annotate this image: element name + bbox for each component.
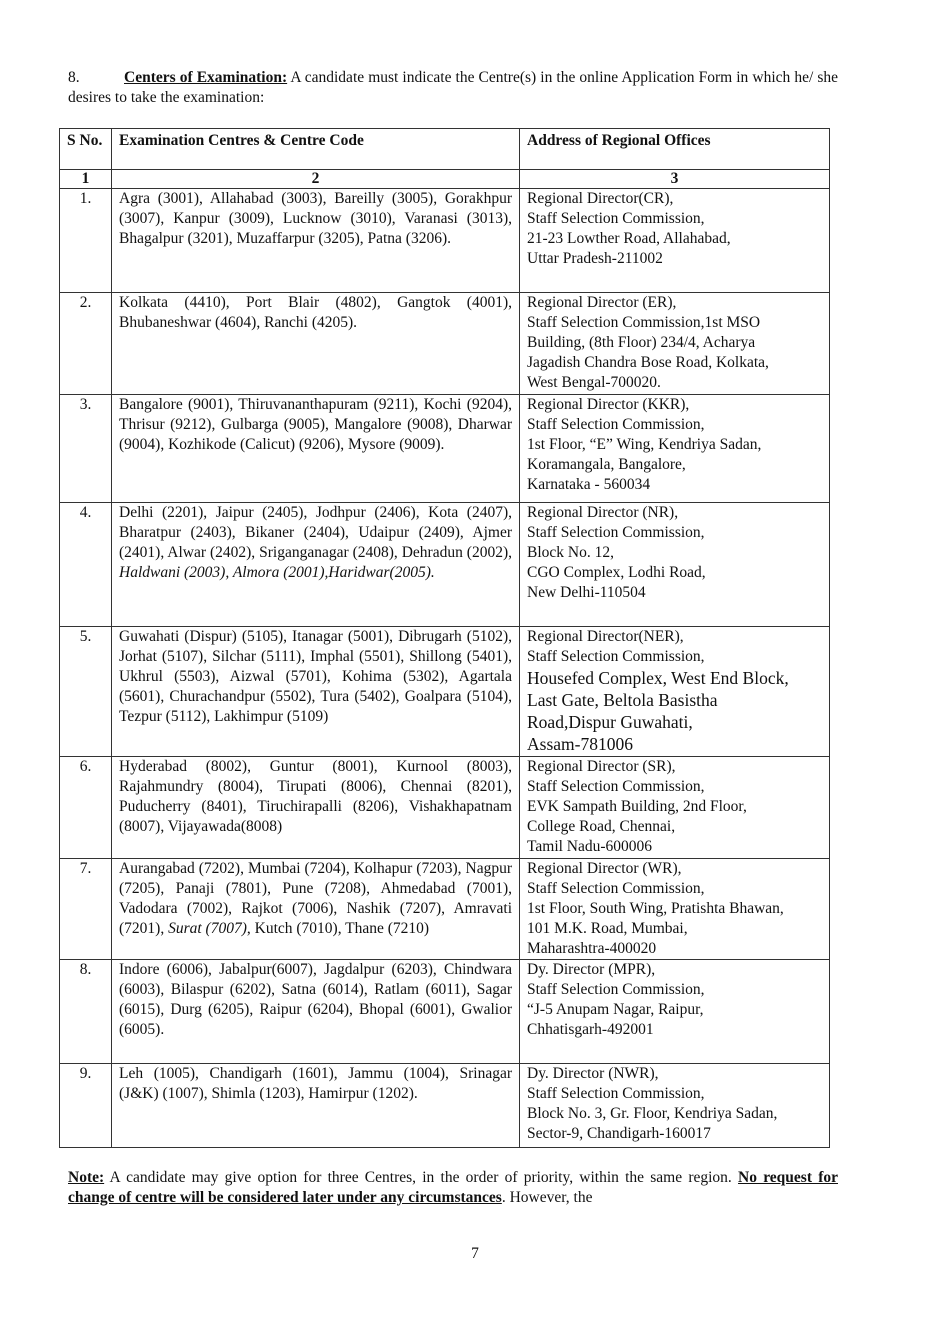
table-row [60, 395, 830, 503]
address-line: EVK Sampath Building, 2nd Floor, [527, 798, 747, 815]
address-line: Jagadish Chandra Bose Road, Kolkata, [527, 354, 769, 371]
address-line: Regional Director (NR), [527, 504, 679, 521]
address-line: Staff Selection Commission, [527, 210, 705, 227]
row-address [520, 1064, 830, 1148]
header-centres: Examination Centres & Centre Code [112, 129, 520, 170]
index-cell: 3 [520, 170, 830, 189]
centres-text: Leh (1005), Chandigarh (1601), Jammu (1004), Srinagar (J&K) (1007), Shimla (1203), Hamirpur (1202). [119, 1065, 512, 1102]
intro-paragraph [68, 68, 838, 108]
row-serial-number: 8. [60, 960, 112, 1064]
address-line: Staff Selection Commission, [527, 524, 705, 541]
row-centres [112, 960, 520, 1064]
address-line: Sector-9, Chandigarh-160017 [527, 1125, 711, 1142]
centres-text: Delhi (2201), Jaipur (2405), Jodhpur (2406), Kota (2407), Bharatpur (2403), Bikaner (2404), Udaipur (2409), Ajmer (2401), Alwar (2402), Sriganganagar (2408), Dehradun (2002), [119, 504, 512, 561]
row-address [520, 503, 830, 627]
row-centres [112, 293, 520, 395]
table-row [60, 189, 830, 293]
row-centres [112, 189, 520, 293]
row-serial-number: 6. [60, 757, 112, 859]
row-centres [112, 757, 520, 859]
row-centres [112, 859, 520, 960]
address-line: 21-23 Lowther Road, Allahabad, [527, 230, 731, 247]
centres-text-after: , Kutch (7010), Thane (7210) [246, 920, 430, 937]
address-line: Last Gate, Beltola Basistha [527, 690, 718, 710]
centres-italic-text: Surat (7007) [168, 920, 247, 937]
address-line: Assam-781006 [527, 734, 633, 754]
address-line: Block No. 12, [527, 544, 614, 561]
address-line: 1st Floor, South Wing, Pratishta Bhawan, [527, 900, 784, 917]
note-text: A candidate may give option for three Centres, in the order of priority, within the same region. [104, 1169, 739, 1186]
address-line: Staff Selection Commission, [527, 981, 705, 998]
row-serial-number: 5. [60, 627, 112, 757]
row-address [520, 627, 830, 757]
table-row [60, 757, 830, 859]
row-address [520, 960, 830, 1064]
index-cell: 2 [112, 170, 520, 189]
table-row [60, 859, 830, 960]
table-header-row [60, 129, 830, 170]
centres-table [59, 128, 830, 1148]
address-line: Block No. 3, Gr. Floor, Kendriya Sadan, [527, 1105, 778, 1122]
index-cell: 1 [60, 170, 112, 189]
address-line: “J-5 Anupam Nagar, Raipur, [527, 1001, 704, 1018]
address-line: Uttar Pradesh-211002 [527, 250, 663, 267]
address-line: Staff Selection Commission, [527, 648, 705, 665]
centres-text: Hyderabad (8002), Guntur (8001), Kurnool (8003), Rajahmundry (8004), Tirupati (8006), Chennai (8201), Puducherry (8401), Tiruchirapalli (8206), Vishakhapatnam (8007), Vijayawada(8008) [119, 758, 512, 835]
address-line: Dy. Director (NWR), [527, 1065, 659, 1082]
section-number: 8. [68, 69, 80, 86]
row-address [520, 293, 830, 395]
note-text-end: . However, the [501, 1189, 593, 1206]
header-address: Address of Regional Offices [520, 129, 830, 170]
address-line: Regional Director (ER), [527, 294, 677, 311]
row-centres [112, 503, 520, 627]
centres-text: Indore (6006), Jabalpur(6007), Jagdalpur (6203), Chindwara (6003), Bilaspur (6202), Satna (6014), Ratlam (6011), Sagar (6015), Durg (6205), Raipur (6204), Bhopal (6001), Gwalior (6005). [119, 961, 512, 1038]
row-address [520, 189, 830, 293]
table-row [60, 293, 830, 395]
address-line: Chhatisgarh-492001 [527, 1021, 654, 1038]
address-line: Road,Dispur Guwahati, [527, 712, 693, 732]
page-number: 7 [471, 1245, 479, 1262]
address-line: Tamil Nadu-600006 [527, 838, 653, 855]
address-line: Regional Director(CR), [527, 190, 674, 207]
address-line: Regional Director (SR), [527, 758, 676, 775]
table-index-row [60, 170, 830, 189]
address-line: CGO Complex, Lodhi Road, [527, 564, 706, 581]
table-row [60, 503, 830, 627]
address-line: Staff Selection Commission, [527, 880, 705, 897]
intro-text: A candidate must indicate the Centre(s) in the online Application Form in which he/ she desires to take the examination: [68, 69, 838, 106]
centres-text: Agra (3001), Allahabad (3003), Bareilly (3005), Gorakhpur (3007), Kanpur (3009), Lucknow (3010), Varanasi (3013), Bhagalpur (3201), Muzaffarpur (3205), Patna (3206). [119, 190, 512, 247]
table-row [60, 1064, 830, 1148]
note-label: Note: [68, 1169, 105, 1186]
address-line: Regional Director(NER), [527, 628, 684, 645]
row-serial-number: 4. [60, 503, 112, 627]
address-line: Staff Selection Commission,1st MSO [527, 314, 761, 331]
row-serial-number: 7. [60, 859, 112, 960]
header-sno: S No. [60, 129, 112, 170]
centres-text: Guwahati (Dispur) (5105), Itanagar (5001), Dibrugarh (5102), Jorhat (5107), Silchar (5111), Imphal (5501), Shillong (5401), Ukhrul (5503), Aizwal (5701), Kohima (5302), Agartala (5601), Churachandpur (5502), Tura (5402), Goalpara (5104), Tezpur (5112), Lakhimpur (5109) [119, 628, 512, 725]
address-line: Koramangala, Bangalore, [527, 456, 686, 473]
centres-text: Bangalore (9001), Thiruvananthapuram (9211), Kochi (9204), Thrisur (9212), Gulbarga (9005), Mangalore (9008), Dharwar (9004), Kozhikode (Calicut) (9206), Mysore (9009). [119, 396, 512, 453]
address-line: Karnataka - 560034 [527, 476, 651, 493]
row-serial-number: 3. [60, 395, 112, 503]
row-address [520, 395, 830, 503]
centres-italic-text: Haldwani (2003), Almora (2001),Haridwar(2005). [119, 564, 435, 581]
section-heading: Centers of Examination: [124, 69, 288, 86]
address-line: Dy. Director (MPR), [527, 961, 656, 978]
row-serial-number: 2. [60, 293, 112, 395]
address-line: Building, (8th Floor) 234/4, Acharya [527, 334, 756, 351]
address-line: Staff Selection Commission, [527, 416, 705, 433]
address-line: West Bengal-700020. [527, 374, 661, 391]
note-emphasis: No request for change of centre will be considered later under any circumstances [68, 1169, 838, 1206]
address-line: 1st Floor, “E” Wing, Kendriya Sadan, [527, 436, 762, 453]
row-serial-number: 9. [60, 1064, 112, 1148]
note-paragraph [68, 1168, 838, 1208]
address-line: New Delhi-110504 [527, 584, 646, 601]
row-centres [112, 1064, 520, 1148]
address-line: Staff Selection Commission, [527, 1085, 705, 1102]
address-line: Regional Director (KKR), [527, 396, 690, 413]
address-line: College Road, Chennai, [527, 818, 676, 835]
row-address [520, 757, 830, 859]
address-line: Regional Director (WR), [527, 860, 682, 877]
table-row [60, 627, 830, 757]
table-row [60, 960, 830, 1064]
row-serial-number: 1. [60, 189, 112, 293]
address-line: 101 M.K. Road, Mumbai, [527, 920, 688, 937]
address-line: Staff Selection Commission, [527, 778, 705, 795]
centres-text: Kolkata (4410), Port Blair (4802), Gangtok (4001), Bhubaneshwar (4604), Ranchi (4205). [119, 294, 512, 331]
row-centres [112, 627, 520, 757]
centres-text: Aurangabad (7202), Mumbai (7204), Kolhapur (7203), Nagpur (7205), Panaji (7801), Pune (7208), Ahmedabad (7001), Vadodara (7002), Rajkot (7006), Nashik (7207), Amravati (7201), [119, 860, 512, 937]
address-line: Housefed Complex, West End Block, [527, 668, 789, 688]
row-address [520, 859, 830, 960]
row-centres [112, 395, 520, 503]
address-line: Maharashtra-400020 [527, 940, 657, 957]
